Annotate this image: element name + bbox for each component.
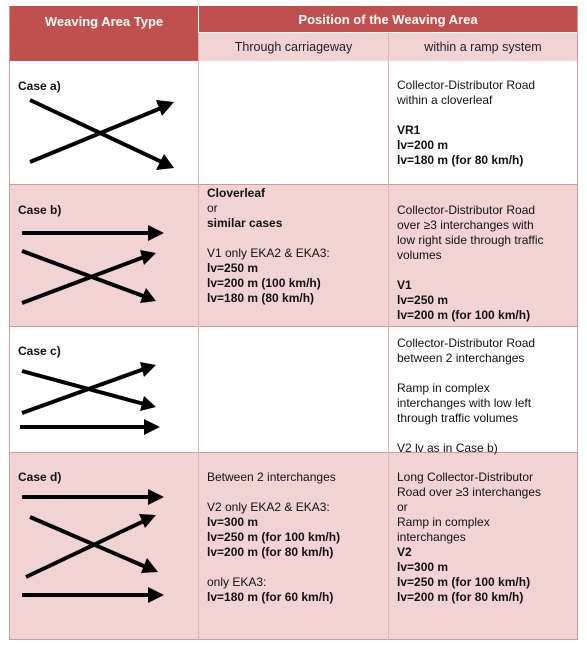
- text-line: low right side through traffic: [397, 233, 544, 247]
- header-position: [199, 6, 577, 32]
- arrowhead-icon: [144, 419, 160, 435]
- text-line: or: [207, 201, 218, 215]
- case-d-ramp-text: [397, 470, 541, 605]
- arrowhead-icon: [148, 489, 164, 505]
- case-b-ramp-text: [397, 203, 544, 323]
- text-line: lv=200 m (100 km/h): [207, 276, 321, 290]
- text-line: within a cloverleaf: [397, 93, 493, 107]
- text-line: only EKA3:: [207, 575, 267, 589]
- text-line: lv=180 m (for 80 km/h): [397, 153, 524, 167]
- text-line: lv=250 m (for 100 km/h): [207, 530, 341, 544]
- text-line: Ramp in complex: [397, 381, 490, 395]
- text-line: V1: [397, 278, 412, 292]
- subheader-ramp-label: within a ramp system: [424, 40, 542, 54]
- subheader-ramp: [389, 33, 577, 61]
- text-line: [397, 108, 535, 123]
- subheader-through-label: Through carriageway: [234, 40, 353, 54]
- weaving-diagram-case-c: [10, 327, 200, 452]
- text-line: V2 only EKA2 & EKA3:: [207, 500, 330, 514]
- case-b-label: Case b): [18, 203, 62, 217]
- text-line: Collector-Distributor Road: [397, 78, 536, 92]
- arrow-icon: [22, 251, 146, 297]
- text-line: over ≥3 interchanges with: [397, 218, 534, 232]
- divider: [10, 639, 577, 640]
- text-line: Cloverleaf: [207, 186, 266, 200]
- text-line: lv=250 m (for 100 km/h): [397, 575, 531, 589]
- text-line: VR1: [397, 123, 421, 137]
- weaving-diagram-case-b: [10, 185, 200, 326]
- arrow-icon: [30, 517, 146, 567]
- text-line: or: [397, 500, 408, 514]
- text-line: Road over ≥3 interchanges: [397, 485, 542, 499]
- text-line: [207, 485, 340, 500]
- case-d-through-text: [207, 470, 340, 605]
- text-line: interchanges: [397, 530, 466, 544]
- text-line: lv=180 m (for 60 km/h): [207, 590, 334, 604]
- arrowhead-icon: [140, 396, 156, 411]
- text-line: lv=300 m: [397, 560, 449, 574]
- text-line: lv=200 m (for 100 km/h): [397, 308, 531, 322]
- text-line: Collector-Distributor Road: [397, 203, 536, 217]
- text-line: [207, 231, 330, 246]
- text-line: lv=250 m: [207, 261, 259, 275]
- text-line: [397, 366, 535, 381]
- text-line: through traffic volumes: [397, 411, 519, 425]
- arrowhead-icon: [148, 587, 164, 603]
- text-line: volumes: [397, 248, 442, 262]
- text-line: V2 lv as in Case b): [397, 441, 498, 455]
- text-line: lv=250 m: [397, 293, 449, 307]
- weaving-diagram-case-d: [10, 453, 200, 639]
- case-c-ramp-text: [397, 336, 535, 456]
- text-line: lv=300 m: [207, 515, 259, 529]
- text-line: Ramp in complex: [397, 515, 490, 529]
- text-line: lv=200 m (for 80 km/h): [397, 590, 524, 604]
- arrowhead-icon: [140, 250, 156, 265]
- text-line: lv=200 m (for 80 km/h): [207, 545, 334, 559]
- case-b-through-text: [207, 186, 330, 306]
- text-line: [207, 560, 340, 575]
- text-line: [397, 426, 535, 441]
- case-c-label: Case c): [18, 344, 61, 358]
- header-col2-label: Position of the Weaving Area: [298, 11, 478, 27]
- text-line: Collector-Distributor Road: [397, 336, 536, 350]
- divider: [388, 33, 389, 640]
- text-line: between 2 interchanges: [397, 351, 525, 365]
- text-line: similar cases: [207, 216, 283, 230]
- subheader-through: [199, 33, 388, 61]
- header-weaving-area-type: [10, 6, 198, 61]
- text-line: V2: [397, 545, 412, 559]
- case-a-label: Case a): [18, 79, 61, 93]
- case-d-label: Case d): [18, 470, 62, 484]
- text-line: interchanges with low left: [397, 396, 532, 410]
- arrow-icon: [22, 257, 144, 303]
- arrowhead-icon: [148, 225, 164, 241]
- weaving-diagram-case-a: [10, 62, 200, 184]
- text-line: lv=180 m (80 km/h): [207, 291, 315, 305]
- text-line: [397, 263, 544, 278]
- case-a-ramp-text: [397, 78, 535, 168]
- arrow-icon: [26, 521, 144, 577]
- text-line: lv=200 m: [397, 138, 449, 152]
- text-line: Between 2 interchanges: [207, 470, 336, 484]
- text-line: Long Collector-Distributor: [397, 470, 534, 484]
- divider: [577, 6, 578, 640]
- header-col1-label: Weaving Area Type: [44, 14, 164, 29]
- arrowhead-icon: [140, 362, 156, 377]
- text-line: V1 only EKA2 & EKA3:: [207, 246, 330, 260]
